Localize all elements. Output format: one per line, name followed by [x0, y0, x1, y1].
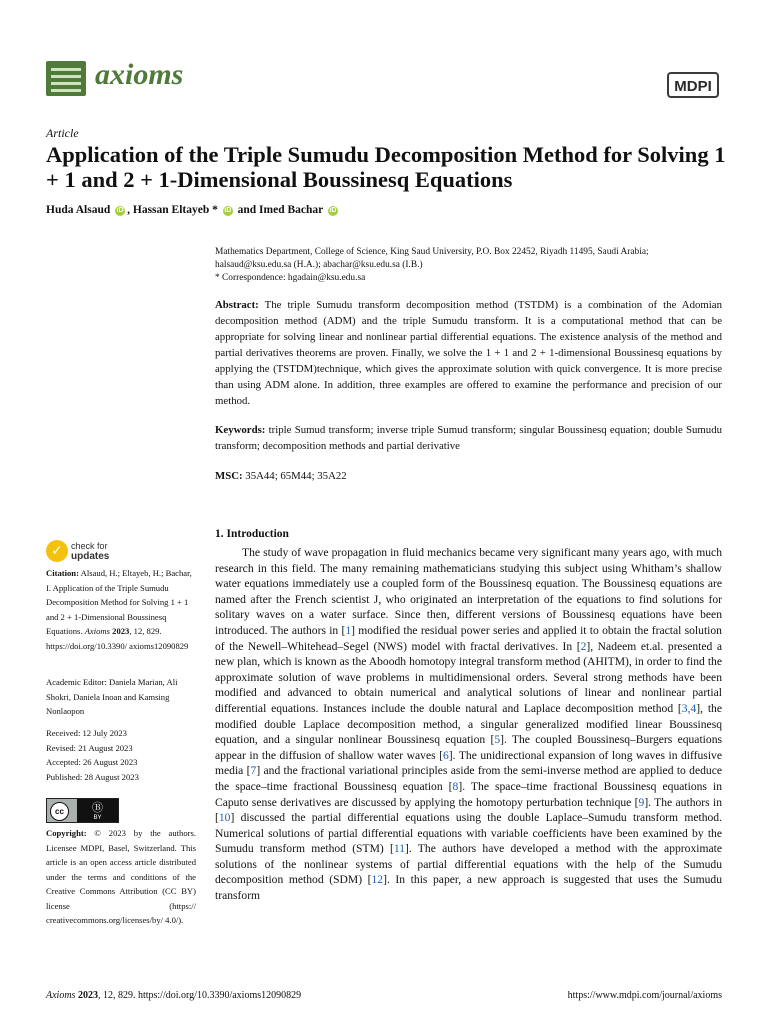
affiliation-line: Mathematics Department, College of Science, King Saud University, P.O. Box 22452, Riyadh 11495, Saudi Arabia; [215, 247, 649, 257]
citation-link[interactable]: 10 [218, 811, 231, 825]
revised-date: Revised: 21 August 2023 [46, 742, 133, 753]
journal-name: axioms [95, 58, 184, 91]
received-date: Received: 12 July 2023 [46, 728, 127, 738]
author-list: Huda Alsaud iD , Hassan Eltayeb * iD and Imed Bachar iD [46, 204, 337, 216]
citation-link[interactable]: 7 [250, 764, 257, 778]
published-date: Published: 28 August 2023 [46, 771, 139, 782]
journal-logo-icon [46, 61, 86, 96]
citation-link[interactable]: 8 [452, 779, 459, 793]
academic-editor: Academic Editor: Daniela Marian, Ali Shokri, Daniela Inoan and Kamsing Nonlaopon [46, 677, 178, 716]
keywords-text: triple Sumud transform; inverse triple Sumud transform; singular Boussinesq equation; double Sumudu transform; decomposition methods and partial derivative [215, 424, 722, 452]
citation-link[interactable]: 1 [345, 623, 352, 637]
citation-link[interactable]: 2 [580, 639, 587, 653]
citation-block: Citation: Alsaud, H.; Eltayeb, H.; Bachar, I. Application of the Triple Sumudu Decomposition Method for Solving 1 + 1 and 2 + 1-Dimensional Boussinesq Equations. Axioms 2023, 12, 829. https://doi.org/10.3390/ axioms12090829 [46, 568, 192, 651]
author-name[interactable]: and Imed Bachar [237, 204, 324, 216]
keywords-label: Keywords: [215, 424, 266, 436]
section-title: 1. Introduction [215, 528, 289, 540]
orcid-icon[interactable]: iD [329, 207, 337, 214]
keywords [215, 422, 722, 454]
check-mark-icon: ✓ [46, 540, 68, 562]
article-type: Article [46, 126, 79, 140]
affiliation-emails[interactable]: halsaud@ksu.edu.sa (H.A.); abachar@ksu.edu.sa (I.B.) [215, 260, 423, 270]
citation-doi[interactable]: , 12, 829. https://doi.org/10.3390/ axioms12090829 [46, 626, 189, 651]
citation-link[interactable]: 12 [371, 873, 384, 887]
citation-link[interactable]: 11 [393, 842, 406, 856]
abstract-text: The triple Sumudu transform decomposition method (TSTDM) is a combination of the Adomian decomposition method (ADM) and the triple Sumudu transform. It is a computational method that can be appropriate for solving linear and nonlinear partial differential equations. The existence analysis of the method and partial derivatives theorems are proven. Finally, we solve the 1 + 1 and 2 + 1-dimensional Boussinesq equations by applying the (TSTDM)technique, which gives the approximate solution with quick convergence. It is more precise than using ADM alone. In addition, three examples are offered to examine the performance and precision of our method. [215, 299, 722, 407]
paper-title: Application of the Triple Sumudu Decomposition Method for Solving 1 + 1 and 2 + 1-Dimensional Boussinesq Equations [46, 142, 726, 192]
msc-text: 35A44; 65M44; 35A22 [245, 470, 347, 482]
copyright-notice: Copyright: © 2023 by the authors. Licensee MDPI, Basel, Switzerland. This article is an open access article distributed under the terms and conditions of the Creative Commons Attribution (CC BY) license (https:// creativecommons.org/licenses/by/ 4.0/). [46, 828, 196, 925]
cc-icon: cc [50, 802, 69, 821]
introduction-body [215, 545, 722, 904]
author-name[interactable]: Huda Alsaud [46, 204, 111, 216]
citation-link[interactable]: 6 [443, 748, 449, 762]
footer-citation[interactable]: Axioms 2023, 12, 829. https://doi.org/10.3390/axioms12090829 [46, 990, 302, 1001]
orcid-icon[interactable]: iD [224, 207, 232, 214]
abstract-label: Abstract: [215, 299, 259, 311]
orcid-icon[interactable]: iD [116, 207, 124, 214]
citation-link[interactable]: 3,4 [681, 701, 697, 715]
correspondence[interactable]: * Correspondence: hgadain@ksu.edu.sa [215, 273, 366, 283]
msc [215, 468, 722, 484]
attribution-icon: Ⓑ [77, 799, 118, 816]
check-for-updates-button[interactable]: ✓ check for updates [46, 540, 136, 564]
cc-license-badge[interactable] [46, 798, 119, 823]
publisher-logo: MDPI [667, 72, 719, 98]
paragraph: The study of wave propagation in fluid mechanics became very significant many years ago, with much research in this field. The many remaining mathematicians studying this subject using Whitham’s shallow water equations immediately use a coupled form of the Boussinesq equation. The Boussinesq equations are named after the French scientist J, who originated an interpretation of the equations to find solutions for solitary waves on a water surface. Since then, different versions of Boussinesq equations have been introduced. The authors in [1] modified the residual power series and applied it to obtain the fractal solution of the Newell–Whitehead–Segel (NWS) model with fractal derivatives. In [2], Nadeem et.al. presented a new plan, which is known as the Aboodh homotopy integral transform method (AHITM), in order to find the approximate solution of wave problems in multidimensional orders. Several strong methods have been modified and advanced to obtain numerical and analytical solutions of linear and nonlinear partial differential equations. Instances include the double natural and Laplace decomposition method [3,4], the modified double Laplace decomposition method, a singular generalized modified linear Boussinesq equation, and a singular nonlinear Boussinesq equation [5]. The coupled Boussinesq–Burgers equations appear in the diffusion of shallow water waves [6]. The unidirectional expansion of long waves in diffusive media [7] and the fractional variational principles aside from the semi-inverse method are applied to deduce the space–time fractional Boussinesq equation [8]. The space–time fractional Boussinesq equations in Caputo sense derivatives are discussed by applying the homotopy perturbation technique [9]. The authors in [10] discussed the partial differential equations using the double Laplace–Sumudu transform method. Numerical solutions of partial differential equations with variable coefficients have been examined by the Sumudu transform method (STM) [11]. The authors have developed a method with the approximate solutions of the nonlinear systems of partial differential equations with the help of the Sumudu decomposition method (SDM) [12]. In this paper, a new approach is suggested that uses the Sumudu transform [215, 546, 723, 903]
accepted-date: Accepted: 26 August 2023 [46, 757, 138, 767]
by-label: BY [77, 815, 118, 822]
affiliation [215, 246, 735, 285]
citation-link[interactable]: 9 [638, 795, 645, 809]
author-name[interactable]: Hassan Eltayeb * [132, 204, 218, 216]
citation-link[interactable]: 5 [494, 733, 501, 747]
publication-dates [46, 726, 196, 784]
msc-label: MSC: [215, 470, 243, 482]
footer-journal-url[interactable]: https://www.mdpi.com/journal/axioms [567, 990, 722, 1001]
abstract [215, 297, 722, 409]
